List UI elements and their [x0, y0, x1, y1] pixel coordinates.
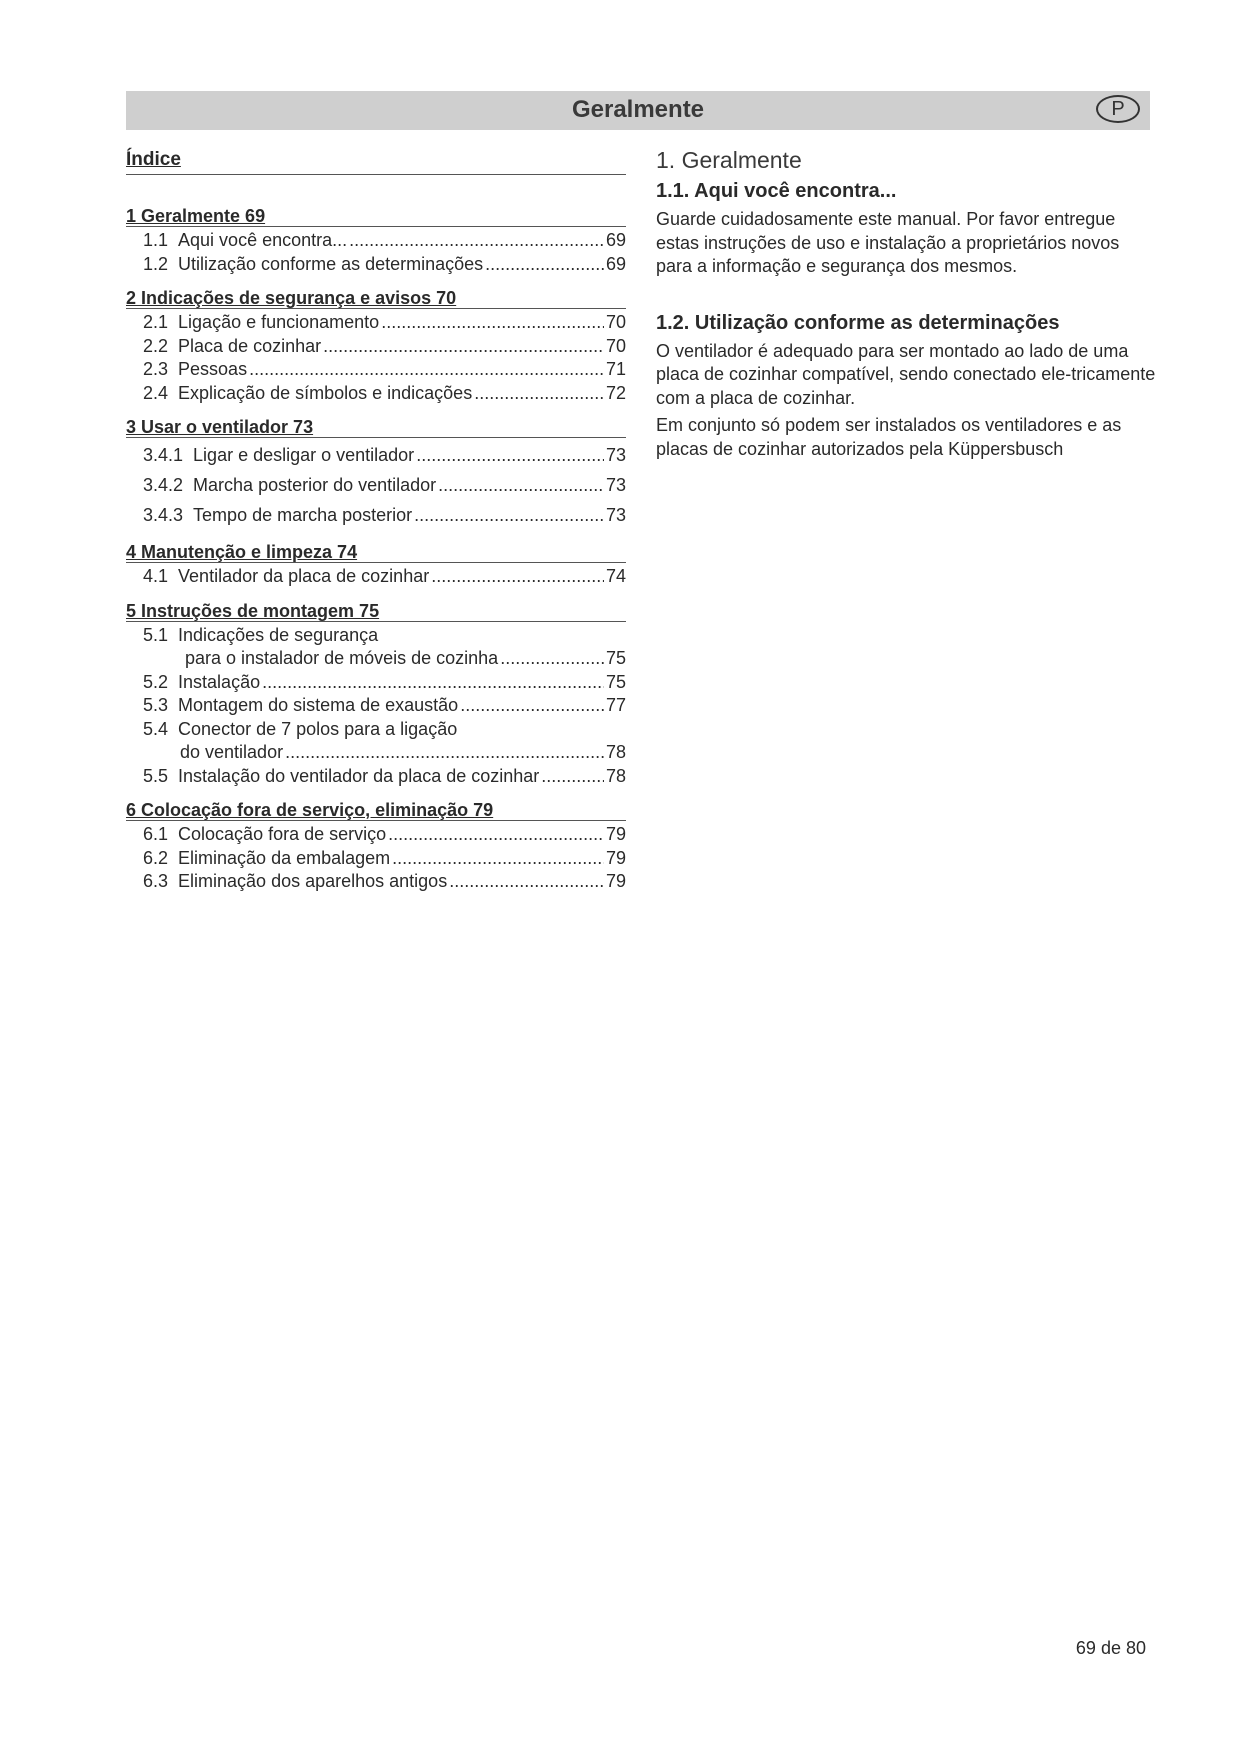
toc-sections [126, 206, 626, 894]
toc-entry-number: 3.4.3 [143, 505, 184, 525]
toc-entry-text: Instalação do ventilador da placa de cozinhar [178, 765, 540, 786]
toc-entry-page: 75 [605, 648, 626, 668]
toc-entry[interactable] [126, 229, 626, 253]
toc-entry-text: Conector de 7 polos para a ligação [178, 718, 458, 739]
toc-entry-text: Instalação [178, 671, 261, 692]
main-content [656, 146, 1156, 465]
toc-entry-text: Eliminação da embalagem [178, 847, 391, 868]
toc-entry-number: 2.2 [143, 335, 169, 356]
toc-section-heading[interactable]: 3 Usar o ventilador 73 [126, 417, 626, 438]
toc-entry-text: Colocação fora de serviço [178, 824, 387, 844]
toc-leader-dots [485, 253, 604, 277]
toc-entry-page: 73 [605, 445, 626, 465]
toc-entry-number: 3.4.2 [143, 475, 184, 495]
toc-entry-page: 79 [605, 824, 626, 844]
toc-leader-dots [449, 870, 604, 894]
toc-entry-text: Montagem do sistema de exaustão [178, 695, 459, 715]
toc-entry-number: 3.4.1 [143, 445, 184, 465]
toc-entry[interactable] [126, 470, 626, 500]
toc-entry-number: 5.1 [143, 624, 169, 645]
toc-entry[interactable] [126, 311, 626, 335]
toc-entry[interactable] [126, 847, 626, 871]
toc-entry-text: Pessoas [178, 359, 248, 379]
toc-entry-number: 1.2 [143, 253, 169, 274]
toc-leader-dots [500, 647, 604, 671]
toc-entry-text: Ligação e funcionamento [178, 312, 380, 332]
toc-section [126, 800, 626, 894]
toc-entry-continuation[interactable] [126, 741, 626, 765]
toc-entry-page: 70 [605, 312, 626, 332]
toc-section [126, 206, 626, 276]
toc-entry-page: 75 [605, 671, 626, 692]
toc-entry-number: 6.1 [143, 824, 169, 844]
toc-leader-dots [416, 440, 604, 470]
toc-entry-number: 5.5 [143, 765, 169, 786]
toc-entry-page: 74 [605, 566, 626, 586]
toc-leader-dots [438, 470, 604, 500]
toc-entry[interactable] [126, 565, 626, 589]
toc-entry-page: 69 [605, 230, 626, 250]
toc-leader-dots [541, 765, 604, 789]
toc-entry[interactable] [126, 870, 626, 894]
page-number: 69 de 80 [1075, 1638, 1146, 1658]
toc-entry-page: 79 [605, 847, 626, 868]
toc-entry-page: 69 [605, 253, 626, 274]
toc-entry-number: 5.3 [143, 695, 169, 715]
toc-section [126, 288, 626, 405]
toc-section-heading[interactable]: 1 Geralmente 69 [126, 206, 626, 227]
toc-leader-dots [388, 823, 604, 847]
toc-entry[interactable] [126, 694, 626, 718]
toc-entry-page: 70 [605, 335, 626, 356]
toc-entry-text: Tempo de marcha posterior [193, 505, 413, 525]
toc-leader-dots [460, 694, 604, 718]
toc-section-heading[interactable]: 2 Indicações de segurança e avisos 70 [126, 288, 626, 309]
toc-entry[interactable] [126, 765, 626, 789]
toc-entry-number: 2.3 [143, 359, 169, 379]
toc-entry[interactable] [126, 718, 626, 742]
toc-entry[interactable] [126, 823, 626, 847]
toc-entry-number: 6.2 [143, 847, 169, 868]
toc-leader-dots [323, 335, 604, 359]
toc-entry-number: 2.4 [143, 382, 169, 403]
page-title: Geralmente [571, 96, 705, 123]
toc-entry-number: 6.3 [143, 871, 169, 891]
subsection-heading-1-1: 1.1. Aqui você encontra... [656, 180, 897, 202]
toc-entry-page: 73 [605, 505, 626, 525]
toc-entry-text: Eliminação dos aparelhos antigos [178, 871, 448, 891]
toc-section-heading[interactable]: 5 Instruções de montagem 75 [126, 601, 626, 622]
toc-entry-text: Ligar e desligar o ventilador [193, 445, 415, 465]
toc-entry-text: Ventilador da placa de cozinhar [178, 566, 430, 586]
toc-leader-dots [285, 741, 604, 765]
toc-leader-dots [414, 500, 604, 530]
header-bar [126, 91, 1150, 130]
toc-entry[interactable] [126, 358, 626, 382]
toc-section-heading[interactable]: 4 Manutenção e limpeza 74 [126, 542, 626, 563]
toc-entry-number: 2.1 [143, 312, 169, 332]
toc-entry-continuation[interactable] [126, 647, 626, 671]
toc-leader-dots [392, 847, 604, 871]
toc-section-heading[interactable]: 6 Colocação fora de serviço, eliminação 79 [126, 800, 626, 821]
toc-entry[interactable] [126, 253, 626, 277]
toc-leader-dots [262, 671, 604, 695]
subsection-text-1-1: Guarde cuidadosamente este manual. Por favor entregue estas instruções de uso e instalação a proprietários novos para a informação e segurança dos mesmos. [656, 209, 1120, 276]
toc-entry[interactable] [126, 440, 626, 470]
toc-leader-dots [349, 229, 604, 253]
toc-entry-number: 4.1 [143, 566, 169, 586]
toc-entry[interactable] [126, 500, 626, 530]
toc-entry-page: 78 [605, 742, 626, 762]
toc-entry-number: 5.4 [143, 718, 169, 739]
toc-entry-number: 5.2 [143, 671, 169, 692]
toc-entry-page: 73 [605, 475, 626, 495]
toc-section [126, 417, 626, 530]
toc-leader-dots [431, 565, 604, 589]
toc-entry-page: 71 [605, 359, 626, 379]
subsection-heading-1-2: 1.2. Utilização conforme as determinações [656, 311, 1060, 334]
toc-entry-text: Placa de cozinhar [178, 335, 322, 356]
toc-entry[interactable] [126, 335, 626, 359]
language-badge: P [1096, 95, 1140, 123]
toc-entry-text: Aqui você encontra... [178, 230, 348, 250]
toc-section [126, 601, 626, 789]
toc-entry[interactable] [126, 624, 626, 648]
subsection-text-1-2b: Em conjunto só podem ser instalados os ventiladores e as placas de cozinhar autorizados pela Küppersbusch [656, 415, 1122, 459]
toc-entry-number: 1.1 [143, 230, 169, 250]
table-of-contents [126, 148, 626, 906]
toc-entry-page: 79 [605, 871, 626, 891]
toc-entry[interactable] [126, 671, 626, 695]
toc-leader-dots [249, 358, 604, 382]
toc-section [126, 542, 626, 589]
toc-entry-page: 78 [605, 765, 626, 786]
toc-entry-page: 77 [605, 695, 626, 715]
toc-entry-text: Explicação de símbolos e indicações [178, 382, 473, 403]
toc-entry-text: Marcha posterior do ventilador [193, 475, 437, 495]
toc-title: Índice [126, 148, 626, 175]
subsection-text-1-2a: O ventilador é adequado para ser montado ao lado de uma placa de cozinhar compatível, sendo conectado ele-tricamente com a placa de cozinhar. [656, 340, 1156, 408]
toc-entry-text: para o instalador de móveis de cozinha [185, 648, 499, 668]
toc-entry-text: do ventilador [180, 742, 284, 762]
toc-leader-dots [474, 382, 604, 406]
toc-entry-page: 72 [605, 382, 626, 403]
toc-leader-dots [381, 311, 604, 335]
toc-entry-text: Utilização conforme as determinações [178, 253, 484, 274]
section-heading: 1. Geralmente [656, 147, 802, 173]
toc-entry-text: Indicações de segurança [178, 624, 379, 645]
toc-entry[interactable] [126, 382, 626, 406]
